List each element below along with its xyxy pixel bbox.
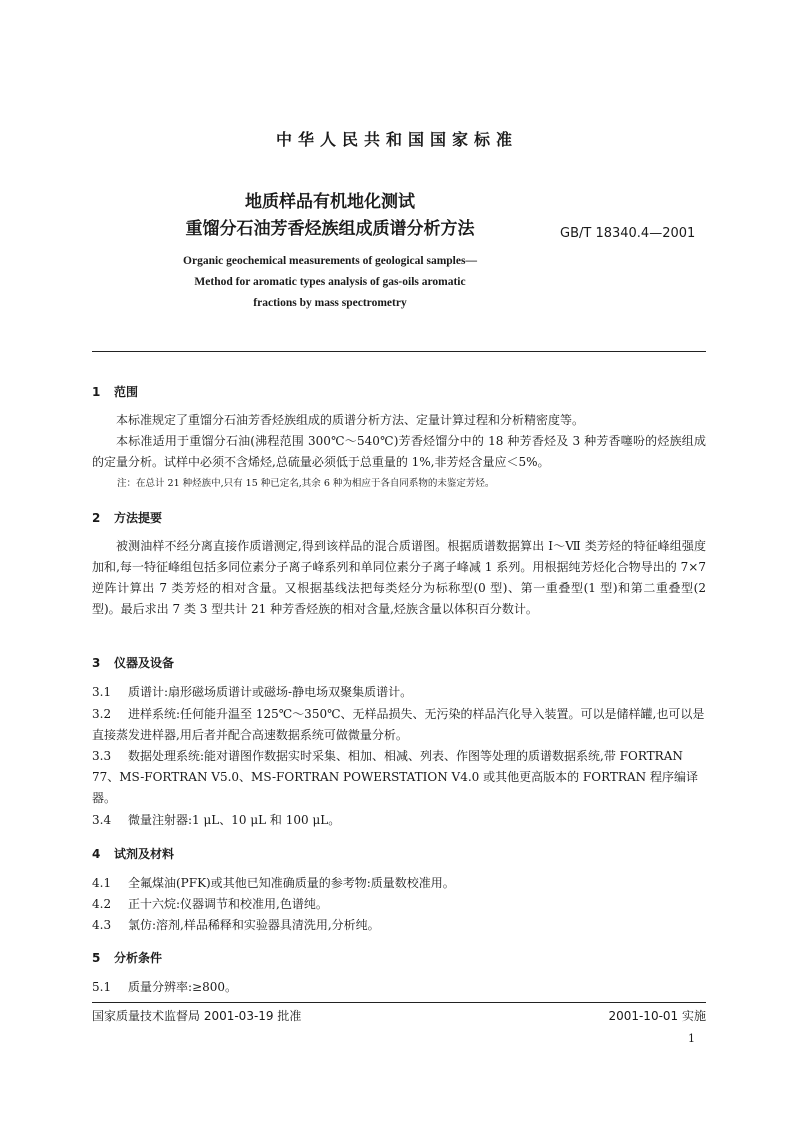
section-title: 仪器及设备 <box>114 656 175 670</box>
item-text: 全氟煤油(PFK)或其他已知准确质量的参考物:质量数校准用。 <box>128 876 455 890</box>
title-divider <box>92 351 706 352</box>
item-text: 微量注射器:1 μL、10 μL 和 100 μL。 <box>128 813 341 827</box>
english-title-line-2: Method for aromatic types analysis of gas-oils aromatic <box>194 276 466 288</box>
section-1-heading <box>92 383 138 400</box>
english-title-line-3: fractions by mass spectrometry <box>253 297 407 309</box>
section-number: 4 <box>92 847 101 861</box>
item-text: 质量分辨率:≥800。 <box>128 980 238 994</box>
standard-header: 中华人民共和国国家标准 <box>275 130 518 149</box>
approval-line: 国家质量技术监督局 2001-03-19 批准 <box>92 1009 302 1023</box>
item-3-3 <box>92 746 706 809</box>
item-5-1 <box>92 977 706 998</box>
item-number: 4.3 <box>92 918 112 932</box>
section-4-heading <box>92 845 174 862</box>
section-2-paragraph-1: 被测油样不经分离直接作质谱测定,得到该样品的混合质谱图。根据质谱数据算出 Ⅰ～Ⅶ 类芳烃的特征峰组强度加和,每一特征峰组包括多同位素分子离子峰系列和单同位素分子离子峰减 1 系列。用根据纯芳烃化合物导出的 7×7 逆阵计算出 7 类芳烃的相对含量。又根据基线法把每类烃分为标称型(0 型)、第一重叠型(1 型)和第二重叠型(2 型)。最后求出 7 类 3 型共计 21 种芳香烃族的相对含量,烃族含量以体积百分数计。 <box>92 539 706 616</box>
section-number: 5 <box>92 951 101 965</box>
section-1-paragraph-1: 本标准规定了重馏分石油芳香烃族组成的质谱分析方法、定量计算过程和分析精密度等。 <box>116 413 585 427</box>
item-text: 数据处理系统:能对谱图作数据实时采集、相加、相减、列表、作图等处理的质谱数据系统,带 FORTRAN 77、MS-FORTRAN V5.0、MS-FORTRAN POWERSTATION V4.0 或其他更高版本的 FORTRAN 程序编译器。 <box>92 749 698 805</box>
section-title: 分析条件 <box>114 951 163 965</box>
item-text: 氯仿:溶剂,样品稀释和实验器具清洗用,分析纯。 <box>128 918 380 932</box>
page-number: 1 <box>688 1032 695 1045</box>
item-3-4 <box>92 810 706 831</box>
section-title: 试剂及材料 <box>114 847 175 861</box>
item-number: 3.3 <box>92 749 112 763</box>
section-number: 2 <box>92 511 101 525</box>
item-4-2 <box>92 894 706 915</box>
section-number: 3 <box>92 656 101 670</box>
item-4-3 <box>92 915 706 936</box>
section-5-heading <box>92 949 162 966</box>
item-3-2 <box>92 704 706 746</box>
item-text: 质谱计:扇形磁场质谱计或磁场-静电场双聚集质谱计。 <box>128 685 413 699</box>
section-title: 范围 <box>114 385 139 399</box>
item-number: 4.1 <box>92 876 112 890</box>
item-4-1 <box>92 873 706 894</box>
section-1-note: 注：在总计 21 种烃族中,只有 15 种已定名,其余 6 种为相应于各自同系物的未鉴定芳烃。 <box>117 478 495 489</box>
item-text: 进样系统:任何能升温至 125℃～350℃、无样品损失、无污染的样品汽化导入装置。可以是储样罐,也可以是直接蒸发进样器,用后者并配合高速数据系统可做微量分析。 <box>92 707 705 742</box>
title-line-1: 地质样品有机地化测试 <box>245 192 415 212</box>
section-number: 1 <box>92 385 101 399</box>
item-3-1 <box>92 682 706 703</box>
title-line-2: 重馏分石油芳香烃族组成质谱分析方法 <box>185 219 475 239</box>
english-title-line-1: Organic geochemical measurements of geological samples— <box>183 255 477 267</box>
item-number: 3.2 <box>92 707 112 721</box>
item-number: 3.4 <box>92 813 112 827</box>
section-2-heading <box>92 509 162 526</box>
item-number: 3.1 <box>92 685 112 699</box>
footer-divider <box>92 1002 706 1003</box>
item-number: 5.1 <box>92 980 112 994</box>
section-1-paragraph-2: 本标准适用于重馏分石油(沸程范围 300℃～540℃)芳香烃馏分中的 18 种芳香烃及 3 种芳香噻吩的烃族组成的定量分析。试样中必须不含烯烃,总硫量必须低于总重量的 1%,非芳烃含量应＜5%。 <box>92 434 706 469</box>
section-title: 方法提要 <box>114 511 163 525</box>
implementation-line: 2001-10-01 实施 <box>608 1009 706 1023</box>
standard-number: GB/T 18340.4—2001 <box>560 226 696 241</box>
section-3-heading <box>92 654 174 671</box>
item-number: 4.2 <box>92 897 112 911</box>
item-text: 正十六烷:仪器调节和校准用,色谱纯。 <box>128 897 328 911</box>
